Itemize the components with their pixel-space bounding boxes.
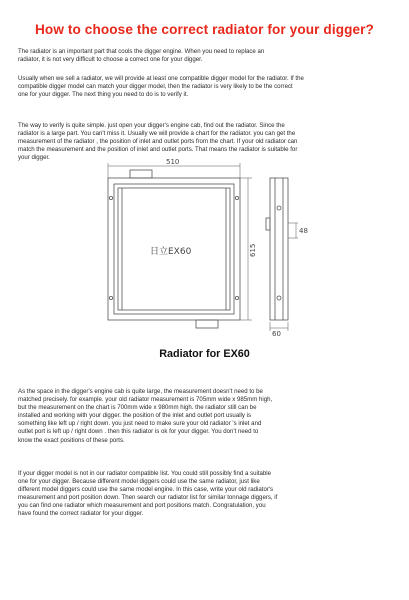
text-line: Usually when we sell a radiator, we will provide at least one compatible digger model for the radiator. If the <box>18 75 304 82</box>
text-line: installed and working with your digger. the position of the inlet and outlet port usually is <box>18 412 252 420</box>
model-label: 日立EX60 <box>150 247 192 257</box>
diagram-caption: Radiator for EX60 <box>159 348 250 360</box>
text-line: something like left up / right down. you just need to make sure your old radiator 's inlet and <box>18 420 262 428</box>
page-title: How to choose the correct radiator for your digger? <box>35 22 374 37</box>
text-line: As the space in the digger's engine cab is quite large, the measurement doesn't need to be <box>18 388 263 395</box>
inlet-port <box>130 170 152 178</box>
text-line: outlet port is left up / right down . then this radiator is ok for your digger. You don't need to <box>18 428 259 436</box>
text-line: measurement and port position down. Then search our radiator list for similar tonnage diggers, if <box>18 494 278 502</box>
text-line: you can find one radiator which measurement and port positions match. Congratulation, you <box>18 502 266 510</box>
radiator-diagram <box>100 158 330 336</box>
paragraph-compatible-model <box>18 75 396 99</box>
text-line: radiator is a large part. You can't miss it. Usually we will provide a chart for the radiator. you can get the <box>18 130 296 138</box>
text-line: one for your digger. The next thing you need to do is to verify it. <box>18 91 189 99</box>
depth-dimension-label: 48 <box>299 227 308 235</box>
text-line: measurement of the radiator , the position of inlet and outlet ports from the chart. If your old radiator can <box>18 138 298 146</box>
text-line: matched precisely. for example. your old radiator measurement is 705mm wide x 985mm high, <box>18 396 273 404</box>
width-dimension-label: 510 <box>166 158 180 166</box>
bottom-dimension-label: 60 <box>272 330 281 336</box>
text-line: one for your digger. Because different model diggers could use the same radiator, just like <box>18 478 260 486</box>
text-line: compatible digger model can match your digger model, then the radiator is very likely to be the correct <box>18 83 293 91</box>
text-line: but the measurement on the chart is 700mm wide x 980mm high. the radiator still can be <box>18 404 257 412</box>
text-line: your digger. <box>18 154 50 162</box>
text-line: match the measurement and the position of inlet and outlet ports. That means the radiator is suitable for <box>18 146 298 154</box>
text-line: know the exact positions of these ports. <box>18 436 125 444</box>
text-line: have found the correct radiator for your digger. <box>18 510 144 518</box>
paragraph-verify <box>18 122 396 162</box>
text-line: radiator, it is not very difficult to choose a correct one for your digger. <box>18 56 203 64</box>
radiator-side-view <box>270 178 288 320</box>
outlet-port <box>196 320 218 328</box>
paragraph-intro <box>18 48 396 64</box>
paragraph-not-in-list <box>18 470 396 519</box>
paragraph-measurement <box>18 388 396 445</box>
text-line: different model diggers could use the same model engine. In this case, write your old radiator's <box>18 486 274 494</box>
text-line: The radiator is an important part that cools the digger engine. When you need to replace an <box>18 48 265 55</box>
height-dimension-label: 615 <box>249 243 257 257</box>
text-line: The way to verify is quite simple. just open your digger's engine cab, find out the radiator. Since the <box>18 122 285 129</box>
text-line: If your digger model is not in our radiator compatible list. You could still possibly find a suitable <box>18 470 272 477</box>
